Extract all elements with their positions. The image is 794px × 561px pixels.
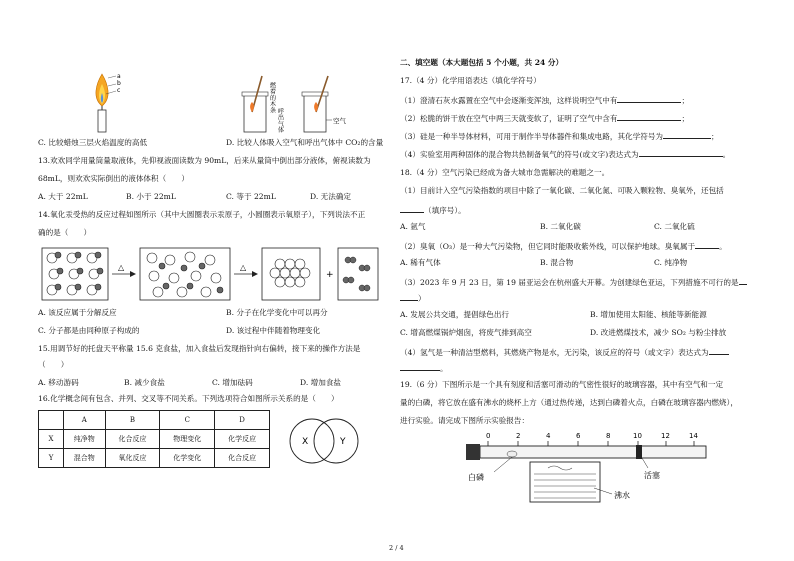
- q15-option-b: B. 减少食盐: [124, 378, 165, 387]
- scale-ticks: [488, 441, 694, 446]
- q15-option-d: D. 增加食盐: [300, 378, 342, 387]
- box-4: [338, 248, 378, 300]
- fig-d-label-right: 空气: [333, 117, 346, 125]
- concept-table: [38, 410, 270, 468]
- q14-option-d: D. 该过程中伴随着物理变化: [226, 326, 321, 335]
- scale-label: 2: [516, 432, 521, 440]
- q19-stem-line3: 进行实验。请完成下图所示实验报告：: [400, 416, 530, 425]
- q18-2-option-a: A. 稀有气体: [400, 258, 441, 267]
- section-heading: 二、填空题（本大题包括 5 个小题，共 24 分）: [400, 58, 564, 67]
- table-cell: 化学反应: [215, 430, 270, 449]
- q13-stem-line2: 68mL，则欢欢实际倒出的液体体积（ ）: [38, 174, 189, 183]
- table-cell: 氧化反应: [105, 449, 160, 468]
- piston: [636, 445, 642, 459]
- hgo-molecules: [47, 252, 103, 295]
- scale-label: 14: [689, 432, 698, 440]
- q19-stem-line1: 19.（6 分）下图所示是一个具有刻度和活塞可滑动的气密性很好的玻璃容器，其中有空气和一定: [400, 380, 724, 389]
- scale-label: 0: [486, 432, 491, 440]
- q18-1-option-a: A. 氩气: [400, 222, 426, 231]
- q18-part2: （2）臭氧（O₃）是一种大气污染物，但它同时能吸收紫外线，可以保护地球。臭氧属于 。: [400, 242, 727, 251]
- q15-stem-line2: （ ）: [38, 360, 69, 369]
- q15-option-a: A. 移动游码: [38, 378, 79, 387]
- q17-stem: 17.（4 分）化学用语表达（填化学符号）: [400, 76, 541, 85]
- venn-label-y: Y: [340, 437, 346, 447]
- table-cell: 化学变化: [160, 449, 215, 468]
- table-cell: B: [105, 411, 160, 430]
- table-cell: [39, 411, 64, 430]
- q14-option-a: A. 该反应属于分解反应: [38, 308, 117, 317]
- table-cell: 纯净物: [64, 430, 106, 449]
- q18-1-option-b: B. 二氧化碳: [540, 222, 581, 231]
- q18-2-option-b: B. 混合物: [540, 258, 574, 267]
- table-row: [39, 449, 270, 468]
- heat-symbol-1: △: [118, 263, 125, 272]
- fig-d-label-middle: 呼出气体: [276, 108, 284, 133]
- venn-diagram: [284, 414, 364, 468]
- label-white-phosphorus: 白磷: [468, 473, 484, 482]
- q13-option-b: B. 小于 22mL: [126, 192, 176, 201]
- scale-labels: [486, 432, 698, 440]
- white-phosphorus: [507, 451, 517, 457]
- table-row: [39, 430, 270, 449]
- q17-part3: （3）硅是一种半导体材料，可用于制作半导体器件和集成电路，其化学符号为 ；: [400, 132, 719, 141]
- q18-part3: （3）2023 年 9 月 23 日，第 19 届亚运会在杭州盛大开幕。为创建绿色亚运，下列措施不可行的是: [400, 276, 747, 288]
- q15-stem-line1: 15.用调节好的托盘天平称量 15.6 克食盐，加入食盐后发现指针向右偏转，接下来的操作方法是: [38, 344, 361, 353]
- q18-part1-line1: （1）目前计入空气污染指数的项目中除了一氧化碳、二氧化氮、可吸入颗粒物、臭氧外，还包括: [400, 186, 724, 195]
- label-piston: 活塞: [644, 471, 660, 480]
- q18-2-option-c: C. 纯净物: [654, 258, 688, 267]
- table-cell: 化合反应: [215, 449, 270, 468]
- mercury-cluster: [270, 259, 310, 287]
- heat-symbol-2: △: [240, 263, 247, 272]
- table-cell: C: [160, 411, 215, 430]
- lamp-label-b: b: [117, 80, 121, 87]
- end-stopper: [466, 444, 480, 460]
- table-cell: 化合反应: [105, 430, 160, 449]
- scale-label: 4: [546, 432, 551, 440]
- beaker: [530, 462, 600, 502]
- lamp-label-c: c: [117, 87, 121, 94]
- q18-3-option-c: C. 增高燃煤锅炉烟囱，将废气排到高空: [400, 328, 532, 337]
- q16-stem: 16.化学概念间有包含、并列、交叉等不同关系。下列选项符合如图所示关系的是（ ）: [38, 394, 339, 403]
- mercury-oxide-reaction-diagram: [40, 244, 380, 304]
- q17-part4: （4）实验室用两种固体的混合物共热制备氧气的符号(或文字)表达式为 。: [400, 150, 731, 159]
- q13-option-a: A. 大于 22mL: [38, 192, 88, 201]
- scale-label: 12: [661, 432, 670, 440]
- q18-part4: （4）氢气是一种清洁型燃料，其燃烧产物是水，无污染，该反应的符号（或文字）表达式为: [400, 346, 729, 358]
- table-cell: D: [215, 411, 270, 430]
- q13-option-d: D. 无法确定: [310, 192, 352, 201]
- bottle-comparison-figure: [232, 68, 352, 136]
- table-header-row: [39, 411, 270, 430]
- q14-option-b: B. 分子在化学变化中可以再分: [226, 308, 328, 317]
- q13-stem-line1: 13.欢欢同学用量筒量取液体，先仰视液面读数为 90mL，后来从量筒中倒出部分液体，俯视读数为: [38, 156, 371, 165]
- venn-label-x: X: [302, 437, 309, 447]
- table-cell: A: [64, 411, 106, 430]
- q19-stem-line2: 量的白磷，将它放在盛有沸水的烧杯上方（通过热传递，达到白磷着火点，白磷在玻璃容器内燃烧），: [400, 398, 738, 407]
- fig-d-label-left: 燃着的木条: [268, 82, 276, 113]
- scale-label: 8: [606, 432, 611, 440]
- label-boiling-water: 沸水: [614, 491, 630, 500]
- scale-label: 10: [633, 432, 642, 440]
- q13-option-c: C. 等于 22mL: [226, 192, 276, 201]
- q12-option-d: D. 比较人体吸入空气和呼出气体中 CO₂的含量: [226, 138, 384, 147]
- table-cell: Y: [39, 449, 64, 468]
- q18-3-option-a: A. 发展公共交通，提倡绿色出行: [400, 310, 510, 319]
- q14-stem-line1: 14.氧化汞受热的反应过程如图所示（其中大圆圈表示汞原子，小圆圈表示氧原子），下列说法不正: [38, 210, 366, 219]
- lamp-label-a: a: [117, 73, 121, 80]
- q14-stem-line2: 确的是（ ）: [38, 228, 92, 237]
- q17-part2: （2）松脆的饼干放在空气中两三天就变软了，证明了空气中含有 ；: [400, 114, 690, 123]
- q18-1-option-c: C. 二氧化硫: [654, 222, 695, 231]
- q12-option-c: C. 比较蜡烛三层火焰温度的高低: [38, 138, 148, 147]
- q17-part1: （1）澄清石灰水露置在空气中会逐渐变浑浊，这样说明空气中有 ；: [400, 96, 690, 105]
- q15-option-c: C. 增加砝码: [212, 378, 253, 387]
- q18-3-option-d: D. 改进燃煤技术，减少 SO₂ 与粉尘排放: [590, 328, 727, 337]
- q18-3-option-b: B. 增加使用太阳能、核能等新能源: [590, 310, 707, 319]
- table-cell: X: [39, 430, 64, 449]
- candle-body: [98, 110, 106, 132]
- q18-part4-line2: 。: [400, 362, 448, 374]
- table-cell: 物理变化: [160, 430, 215, 449]
- page-number: 2 / 4: [389, 544, 404, 552]
- q18-part3-line2: ）: [400, 292, 426, 304]
- scale-label: 6: [576, 432, 581, 440]
- q18-part1-line2: （填序号）。: [400, 204, 466, 216]
- candle-flame-figure: [88, 70, 128, 134]
- plus-sign: +: [326, 270, 334, 280]
- glass-container-apparatus: [460, 428, 710, 506]
- table-cell: 混合物: [64, 449, 106, 468]
- q18-stem: 18.（4 分）空气污染已经成为备大城市急需解决的难题之一。: [400, 168, 610, 177]
- q14-option-c: C. 分子都是由同种原子构成的: [38, 326, 140, 335]
